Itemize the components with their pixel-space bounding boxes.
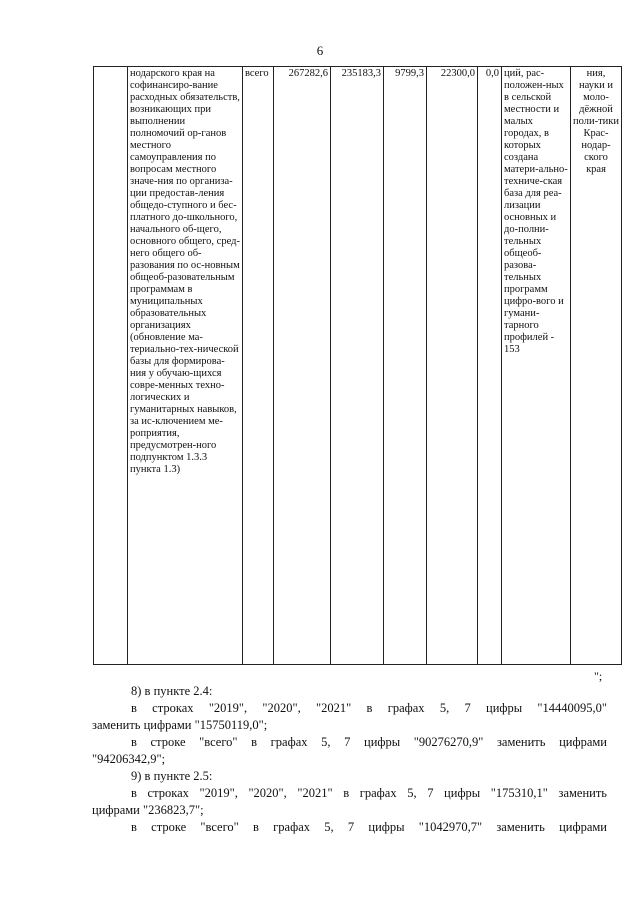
paragraph-line: в строке "всего" в графах 5, 7 цифры "1042970,7" заменить цифрами xyxy=(131,820,607,834)
table-cell-year-3: 22300,0 xyxy=(427,67,478,665)
page-number: 6 xyxy=(316,43,324,58)
amendment-text xyxy=(92,683,607,836)
paragraph-line: в строках "2019", "2020", "2021" в графах 5, 7 цифры "14440095,0" xyxy=(131,701,607,715)
table-cell-total: 267282,6 xyxy=(274,67,331,665)
table-row xyxy=(94,67,622,665)
table-cell-source: всего xyxy=(243,67,274,665)
table-cell-year-4: 0,0 xyxy=(478,67,502,665)
paragraph-line: заменить цифрами "15750119,0"; xyxy=(92,718,268,732)
paragraph-item-8: 8) в пункте 2.4: xyxy=(131,684,213,698)
budget-table xyxy=(93,66,622,665)
paragraph-line: в строке "всего" в графах 5, 7 цифры "90276270,9" заменить цифрами xyxy=(131,735,607,749)
table-cell-year-1: 235183,3 xyxy=(331,67,384,665)
closing-quote-mark: "; xyxy=(594,669,603,683)
table-cell-year-2: 9799,3 xyxy=(384,67,427,665)
table-cell-result: ций, рас-положен-ных в сельской местности и малых городах, в которых создана матери-ально-техниче-ская база для реа-лизации основных и до-полни-тельных общеоб-разова-тельных программ цифро-вого и гумани-тарного профилей - 153 xyxy=(502,67,571,665)
table-cell-executor: ния, науки и моло-дёжной поли-тики Крас-нодар-ского края xyxy=(571,67,622,665)
paragraph-line: в строках "2019", "2020", "2021" в графах 5, 7 цифры "175310,1" заменить xyxy=(131,786,607,800)
paragraph-item-9: 9) в пункте 2.5: xyxy=(131,769,213,783)
table-cell-index xyxy=(94,67,128,665)
paragraph-line: цифрами "236823,7"; xyxy=(92,803,204,817)
paragraph-line: "94206342,9"; xyxy=(92,752,166,766)
table-cell-description: нодарского края на софинансиро-вание расходных обязательств, возникающих при выполнении полномочий ор-ганов местного самоуправления по вопросам местного значе-ния по организа-ции предостав-ления общедо-ступного и бес-платного до-школьного, начального об-щего, основного общего, сред-него общего об-разования по ос-новным общеоб-разовательным программам в муниципальных образовательных организациях (обновление ма-териально-тех-нической базы для формирова-ния у обучаю-щихся совре-менных техно-логических и гуманитарных навыков, за ис-ключением ме-роприятия, предусмотрен-ного подпунктом 1.3.3 пункта 1.3) xyxy=(128,67,243,665)
